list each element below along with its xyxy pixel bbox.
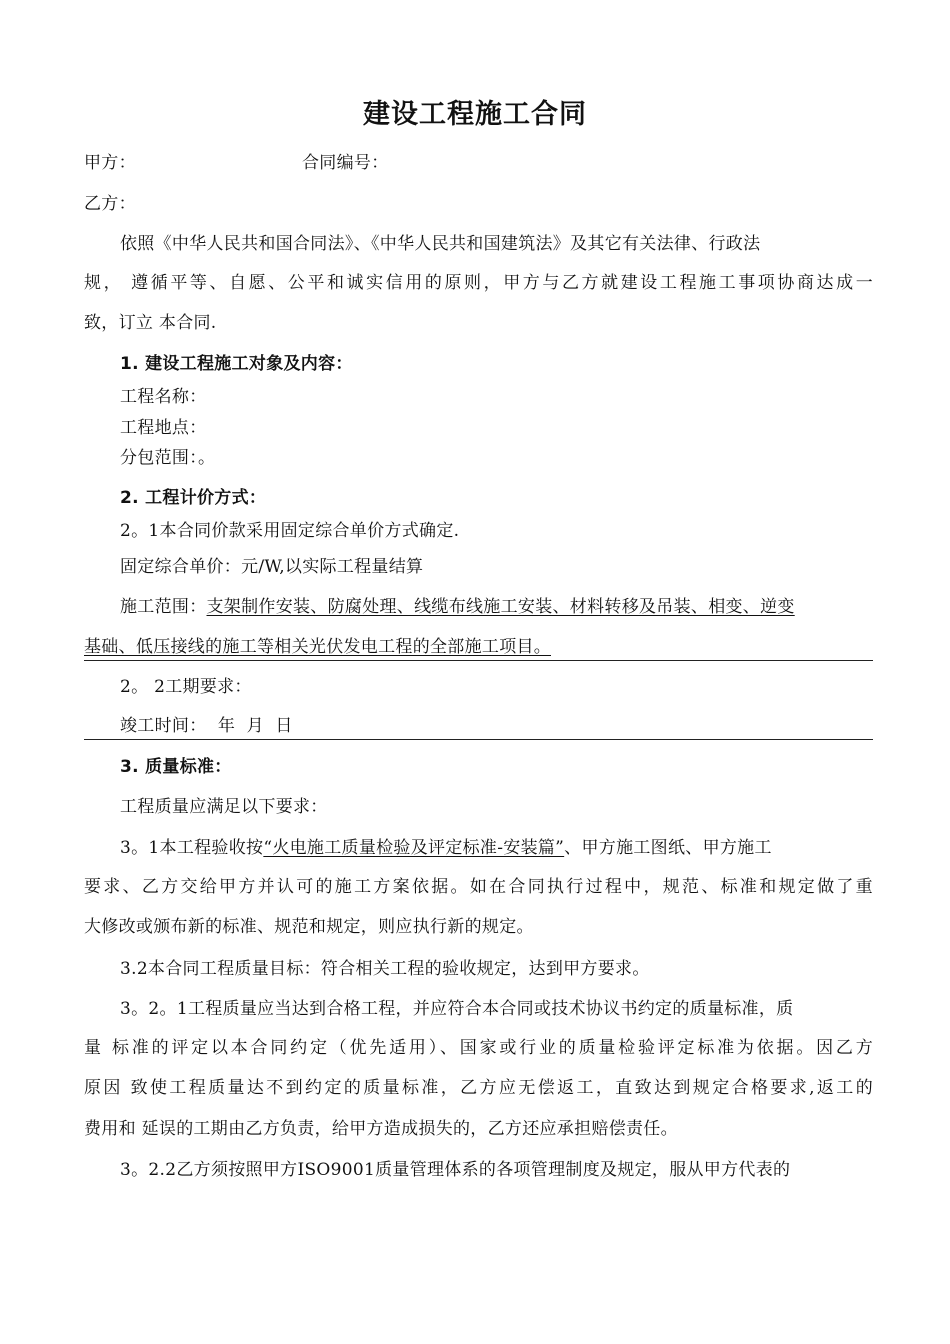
party-a-label: 甲方： bbox=[84, 153, 136, 173]
intro-line-3: 致，订立 本合同. bbox=[84, 313, 217, 333]
quality-clause-3-2-1-line-4: 费用和 延误的工期由乙方负责，给甲方造成损失的，乙方还应承担赔偿责任。 bbox=[84, 1119, 678, 1139]
acceptance-standard-prefix: 3。1本工程验收按 bbox=[120, 838, 264, 858]
acceptance-standard-line-1 bbox=[120, 837, 772, 859]
intro-line-2: 规， 遵循平等、自愿、公平和诚实信用的原则，甲方与乙方就建设工程施工事项协商达成一 bbox=[84, 273, 873, 293]
quality-clause-3-2-2-line-1: 3。2.2乙方须按照甲方ISO9001质量管理体系的各项管理制度及规定，服从甲方代表的 bbox=[120, 1160, 791, 1180]
quality-clause-3-2-1-line-3: 原因 致使工程质量达不到约定的质量标准，乙方应无偿返工，直致达到规定合格要求,返工的 bbox=[84, 1078, 873, 1098]
schedule-requirement-text: 2。 2工期要求： bbox=[120, 677, 252, 697]
section-2-heading: 2. 工程计价方式： bbox=[120, 488, 267, 508]
construction-scope-line-1 bbox=[120, 596, 795, 618]
quality-target-text: 3.2本合同工程质量目标：符合相关工程的验收规定，达到甲方要求。 bbox=[120, 959, 650, 979]
completion-date-text: 竣工时间： 年 月 日 bbox=[120, 716, 293, 736]
subcontract-scope-label: 分包范围：。 bbox=[120, 448, 216, 468]
acceptance-standard-name: “火电施工质量检验及评定标准-安装篇” bbox=[263, 838, 565, 858]
page-title: 建设工程施工合同 bbox=[363, 99, 587, 130]
party-b-label: 乙方： bbox=[84, 194, 136, 214]
quality-requirement-intro: 工程质量应满足以下要求： bbox=[120, 797, 328, 817]
construction-scope-line-2: 基础、低压接线的施工等相关光伏发电工程的全部施工项目。 bbox=[84, 637, 552, 657]
acceptance-standard-line-2: 要求、乙方交给甲方并认可的施工方案依据。如在合同执行过程中，规范、标准和规定做了重 bbox=[84, 877, 873, 897]
section-3-heading: 3. 质量标准： bbox=[120, 757, 232, 777]
divider-line bbox=[84, 739, 873, 740]
divider-line bbox=[84, 660, 873, 661]
unit-price-text: 固定综合单价：元/W,以实际工程量结算 bbox=[120, 557, 424, 577]
intro-line-1: 依照《中华人民共和国合同法》、《中华人民共和国建筑法》及其它有关法律、行政法 bbox=[120, 234, 761, 254]
construction-scope-label: 施工范围： bbox=[120, 597, 207, 617]
project-name-label: 工程名称： bbox=[120, 387, 207, 407]
acceptance-standard-line-3: 大修改或颁布新的标准、规范和规定，则应执行新的规定。 bbox=[84, 917, 534, 937]
project-location-label: 工程地点： bbox=[120, 418, 207, 438]
pricing-method-text: 2。1本合同价款采用固定综合单价方式确定. bbox=[120, 521, 460, 541]
section-1-heading: 1. 建设工程施工对象及内容： bbox=[120, 354, 353, 374]
contract-number-label: 合同编号： bbox=[302, 153, 389, 173]
acceptance-standard-suffix: 、甲方施工图纸、甲方施工 bbox=[564, 838, 772, 858]
quality-clause-3-2-1-line-2: 量 标准的评定以本合同约定（优先适用）、国家或行业的质量检验评定标准为依据。因乙方 bbox=[84, 1038, 873, 1058]
quality-clause-3-2-1-line-1: 3。2。1工程质量应当达到合格工程，并应符合本合同或技术协议书约定的质量标准，质 bbox=[120, 999, 794, 1019]
construction-scope-text: 支架制作安装、防腐处理、线缆布线施工安装、材料转移及吊装、相变、逆变 bbox=[206, 597, 795, 617]
